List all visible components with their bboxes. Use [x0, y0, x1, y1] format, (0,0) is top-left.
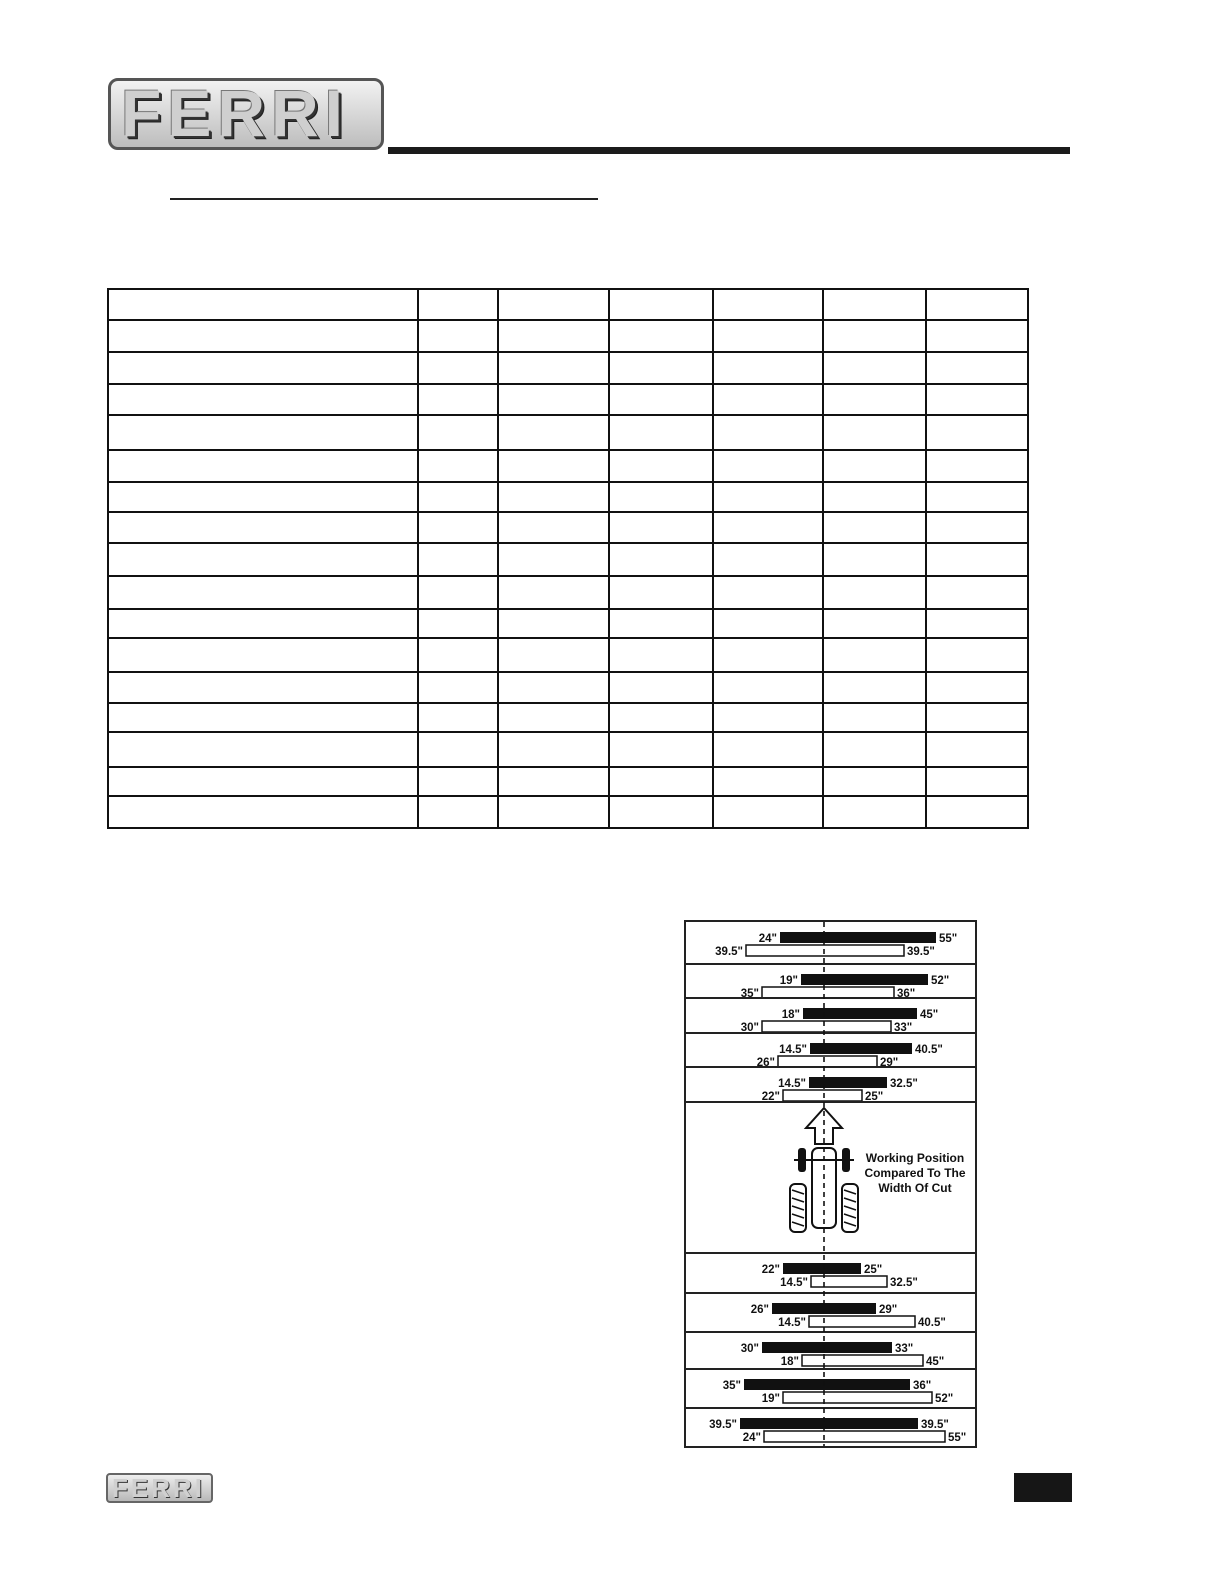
table-cell — [926, 450, 1028, 482]
dark-bar — [803, 1008, 917, 1019]
light-left-label: 26" — [756, 1057, 775, 1069]
table-cell — [108, 384, 418, 415]
table-cell — [498, 796, 609, 828]
table-cell — [498, 732, 609, 767]
table-cell — [713, 543, 823, 576]
table-cell — [926, 320, 1028, 352]
dark-left-label: 22" — [761, 1264, 780, 1276]
light-right-label: 25" — [865, 1091, 884, 1103]
table-cell — [108, 703, 418, 732]
light-left-label: 18" — [780, 1356, 799, 1368]
table-row — [108, 543, 1028, 576]
dark-left-label: 14.5" — [779, 1044, 807, 1056]
dark-bar — [810, 1043, 912, 1054]
light-bar — [762, 987, 894, 998]
light-left-label: 14.5" — [778, 1317, 806, 1329]
table-row — [108, 767, 1028, 796]
table-cell — [108, 796, 418, 828]
dark-left-label: 39.5" — [709, 1419, 737, 1431]
table-cell — [823, 638, 926, 672]
top-row — [686, 1067, 975, 1103]
dark-right-label: 45" — [920, 1009, 939, 1021]
table-cell — [418, 512, 498, 543]
dark-left-label: 24" — [758, 933, 777, 945]
light-bar — [811, 1276, 887, 1287]
light-right-label: 36" — [897, 988, 916, 1000]
table-cell — [926, 352, 1028, 384]
table-cell — [418, 767, 498, 796]
ferri-logo — [108, 78, 384, 150]
footer-ferri-logo — [106, 1473, 213, 1503]
table-cell — [609, 638, 713, 672]
table-cell — [418, 352, 498, 384]
table-cell — [418, 415, 498, 450]
table-cell — [609, 320, 713, 352]
table-cell — [926, 482, 1028, 512]
table-cell — [108, 482, 418, 512]
dark-right-label: 52" — [931, 975, 950, 987]
table-row — [108, 320, 1028, 352]
dark-right-label: 25" — [864, 1264, 883, 1276]
table-cell — [418, 289, 498, 320]
table-cell — [498, 576, 609, 609]
table-cell — [108, 543, 418, 576]
table-cell — [108, 638, 418, 672]
table-cell — [418, 450, 498, 482]
table-cell — [498, 703, 609, 732]
section-title-underline — [170, 198, 598, 200]
tractor-section — [686, 1102, 975, 1253]
table-row — [108, 384, 1028, 415]
table-cell — [926, 732, 1028, 767]
table-row — [108, 672, 1028, 703]
light-bar — [783, 1090, 862, 1101]
table-row — [108, 450, 1028, 482]
light-right-label: 39.5" — [907, 946, 935, 958]
light-left-label: 30" — [740, 1022, 759, 1034]
table-cell — [823, 415, 926, 450]
table-cell — [418, 384, 498, 415]
table-cell — [823, 732, 926, 767]
table-cell — [926, 672, 1028, 703]
table-cell — [926, 512, 1028, 543]
table-cell — [609, 352, 713, 384]
bottom-row — [686, 1293, 975, 1329]
table-cell — [823, 320, 926, 352]
light-bar — [783, 1392, 932, 1403]
table-cell — [418, 609, 498, 638]
table-cell — [609, 512, 713, 543]
table-cell — [823, 450, 926, 482]
table-cell — [713, 767, 823, 796]
caption-line-1: Working Position — [865, 1151, 965, 1165]
table-row — [108, 482, 1028, 512]
table-cell — [823, 289, 926, 320]
table-cell — [823, 609, 926, 638]
table-row — [108, 638, 1028, 672]
dark-bar — [783, 1263, 861, 1274]
table-cell — [498, 767, 609, 796]
dark-bar — [801, 974, 928, 985]
logo-text: FERRI — [121, 76, 349, 150]
table-cell — [418, 638, 498, 672]
table-cell — [108, 576, 418, 609]
footer-logo-text: FERRI — [112, 1473, 205, 1503]
light-right-label: 45" — [926, 1356, 945, 1368]
dark-right-label: 55" — [939, 933, 958, 945]
light-bar — [762, 1021, 891, 1032]
light-left-label: 24" — [742, 1432, 761, 1444]
table-cell — [108, 289, 418, 320]
table-cell — [713, 638, 823, 672]
table-cell — [108, 609, 418, 638]
light-right-label: 52" — [935, 1393, 954, 1405]
table-cell — [609, 732, 713, 767]
light-left-label: 39.5" — [715, 946, 743, 958]
table-cell — [498, 638, 609, 672]
table-cell — [823, 352, 926, 384]
dark-left-label: 26" — [750, 1304, 769, 1316]
bottom-row — [686, 1253, 975, 1289]
table-cell — [713, 450, 823, 482]
table-row — [108, 289, 1028, 320]
table-cell — [609, 796, 713, 828]
table-cell — [926, 384, 1028, 415]
table-cell — [108, 352, 418, 384]
table-row — [108, 609, 1028, 638]
table-cell — [418, 576, 498, 609]
table-cell — [609, 482, 713, 512]
table-cell — [609, 415, 713, 450]
table-cell — [498, 543, 609, 576]
table-row — [108, 576, 1028, 609]
table-cell — [713, 482, 823, 512]
table-cell — [713, 576, 823, 609]
bottom-row — [686, 1332, 975, 1368]
bottom-row — [686, 1408, 975, 1444]
table-cell — [108, 732, 418, 767]
table-cell — [108, 320, 418, 352]
table-cell — [926, 703, 1028, 732]
table-cell — [823, 672, 926, 703]
table-cell — [498, 320, 609, 352]
table-cell — [498, 384, 609, 415]
table-cell — [926, 796, 1028, 828]
light-bar — [809, 1316, 915, 1327]
table-cell — [926, 415, 1028, 450]
working-position-diagram — [684, 920, 977, 1448]
light-right-label: 40.5" — [918, 1317, 946, 1329]
light-left-label: 19" — [761, 1393, 780, 1405]
table-cell — [926, 289, 1028, 320]
table-cell — [108, 767, 418, 796]
table-cell — [108, 512, 418, 543]
table-cell — [418, 732, 498, 767]
table-row — [108, 352, 1028, 384]
table-row — [108, 512, 1028, 543]
table-cell — [418, 543, 498, 576]
table-cell — [713, 703, 823, 732]
table-cell — [713, 320, 823, 352]
table-cell — [418, 320, 498, 352]
table-cell — [926, 638, 1028, 672]
table-cell — [498, 352, 609, 384]
table-cell — [713, 415, 823, 450]
dark-bar — [780, 932, 936, 943]
table-row — [108, 796, 1028, 828]
light-right-label: 55" — [948, 1432, 967, 1444]
table-cell — [498, 289, 609, 320]
caption-line-2: Compared To The — [864, 1166, 966, 1180]
bottom-row — [686, 1369, 975, 1405]
table-cell — [609, 609, 713, 638]
table-cell — [498, 512, 609, 543]
light-bar — [746, 945, 904, 956]
table-cell — [418, 482, 498, 512]
top-row — [686, 998, 975, 1034]
table-cell — [108, 450, 418, 482]
table-cell — [609, 672, 713, 703]
light-left-label: 22" — [761, 1091, 780, 1103]
dark-right-label: 40.5" — [915, 1044, 943, 1056]
table-cell — [498, 609, 609, 638]
dark-left-label: 19" — [779, 975, 798, 987]
table-cell — [713, 732, 823, 767]
table-row — [108, 415, 1028, 450]
table-cell — [609, 450, 713, 482]
light-left-label: 14.5" — [780, 1277, 808, 1289]
dark-left-label: 18" — [781, 1009, 800, 1021]
caption-line-3: Width Of Cut — [878, 1181, 952, 1195]
dark-right-label: 32.5" — [890, 1078, 918, 1090]
dark-bar — [762, 1342, 892, 1353]
table-cell — [713, 672, 823, 703]
dark-bar — [740, 1418, 918, 1429]
table-cell — [609, 703, 713, 732]
table-row — [108, 732, 1028, 767]
table-cell — [713, 796, 823, 828]
table-cell — [823, 512, 926, 543]
table-cell — [498, 482, 609, 512]
table-cell — [418, 796, 498, 828]
dark-left-label: 14.5" — [778, 1078, 806, 1090]
table-cell — [609, 576, 713, 609]
light-bar — [778, 1056, 877, 1067]
table-cell — [418, 672, 498, 703]
light-right-label: 32.5" — [890, 1277, 918, 1289]
light-right-label: 33" — [894, 1022, 913, 1034]
table-cell — [108, 672, 418, 703]
table-cell — [498, 450, 609, 482]
table-cell — [418, 703, 498, 732]
table-cell — [926, 576, 1028, 609]
table-cell — [926, 609, 1028, 638]
dark-bar — [744, 1379, 910, 1390]
dark-right-label: 29" — [879, 1304, 898, 1316]
table-cell — [713, 384, 823, 415]
diagram-svg — [686, 922, 975, 1446]
light-bar — [764, 1431, 945, 1442]
table-cell — [498, 672, 609, 703]
page-number-tab — [1014, 1473, 1072, 1502]
table-cell — [609, 289, 713, 320]
specification-table — [107, 288, 1029, 829]
header-rule — [388, 147, 1070, 154]
top-row — [686, 1033, 975, 1069]
table-cell — [609, 384, 713, 415]
top-row — [686, 964, 975, 1000]
table-cell — [823, 482, 926, 512]
table-cell — [609, 767, 713, 796]
table-cell — [713, 352, 823, 384]
table-cell — [926, 767, 1028, 796]
table-cell — [823, 384, 926, 415]
light-left-label: 35" — [740, 988, 759, 1000]
table-cell — [823, 796, 926, 828]
table-cell — [713, 512, 823, 543]
table-cell — [823, 576, 926, 609]
table-cell — [498, 415, 609, 450]
table-cell — [108, 415, 418, 450]
table-cell — [823, 543, 926, 576]
dark-right-label: 36" — [913, 1380, 932, 1392]
table-row — [108, 703, 1028, 732]
table-cell — [823, 767, 926, 796]
table-cell — [713, 289, 823, 320]
table-cell — [926, 543, 1028, 576]
table-cell — [823, 703, 926, 732]
table-cell — [609, 543, 713, 576]
light-right-label: 29" — [880, 1057, 899, 1069]
table-cell — [713, 609, 823, 638]
dark-right-label: 33" — [895, 1343, 914, 1355]
dark-right-label: 39.5" — [921, 1419, 949, 1431]
top-row — [715, 932, 957, 958]
dark-left-label: 35" — [722, 1380, 741, 1392]
dark-bar — [809, 1077, 887, 1088]
light-bar — [802, 1355, 923, 1366]
dark-left-label: 30" — [740, 1343, 759, 1355]
